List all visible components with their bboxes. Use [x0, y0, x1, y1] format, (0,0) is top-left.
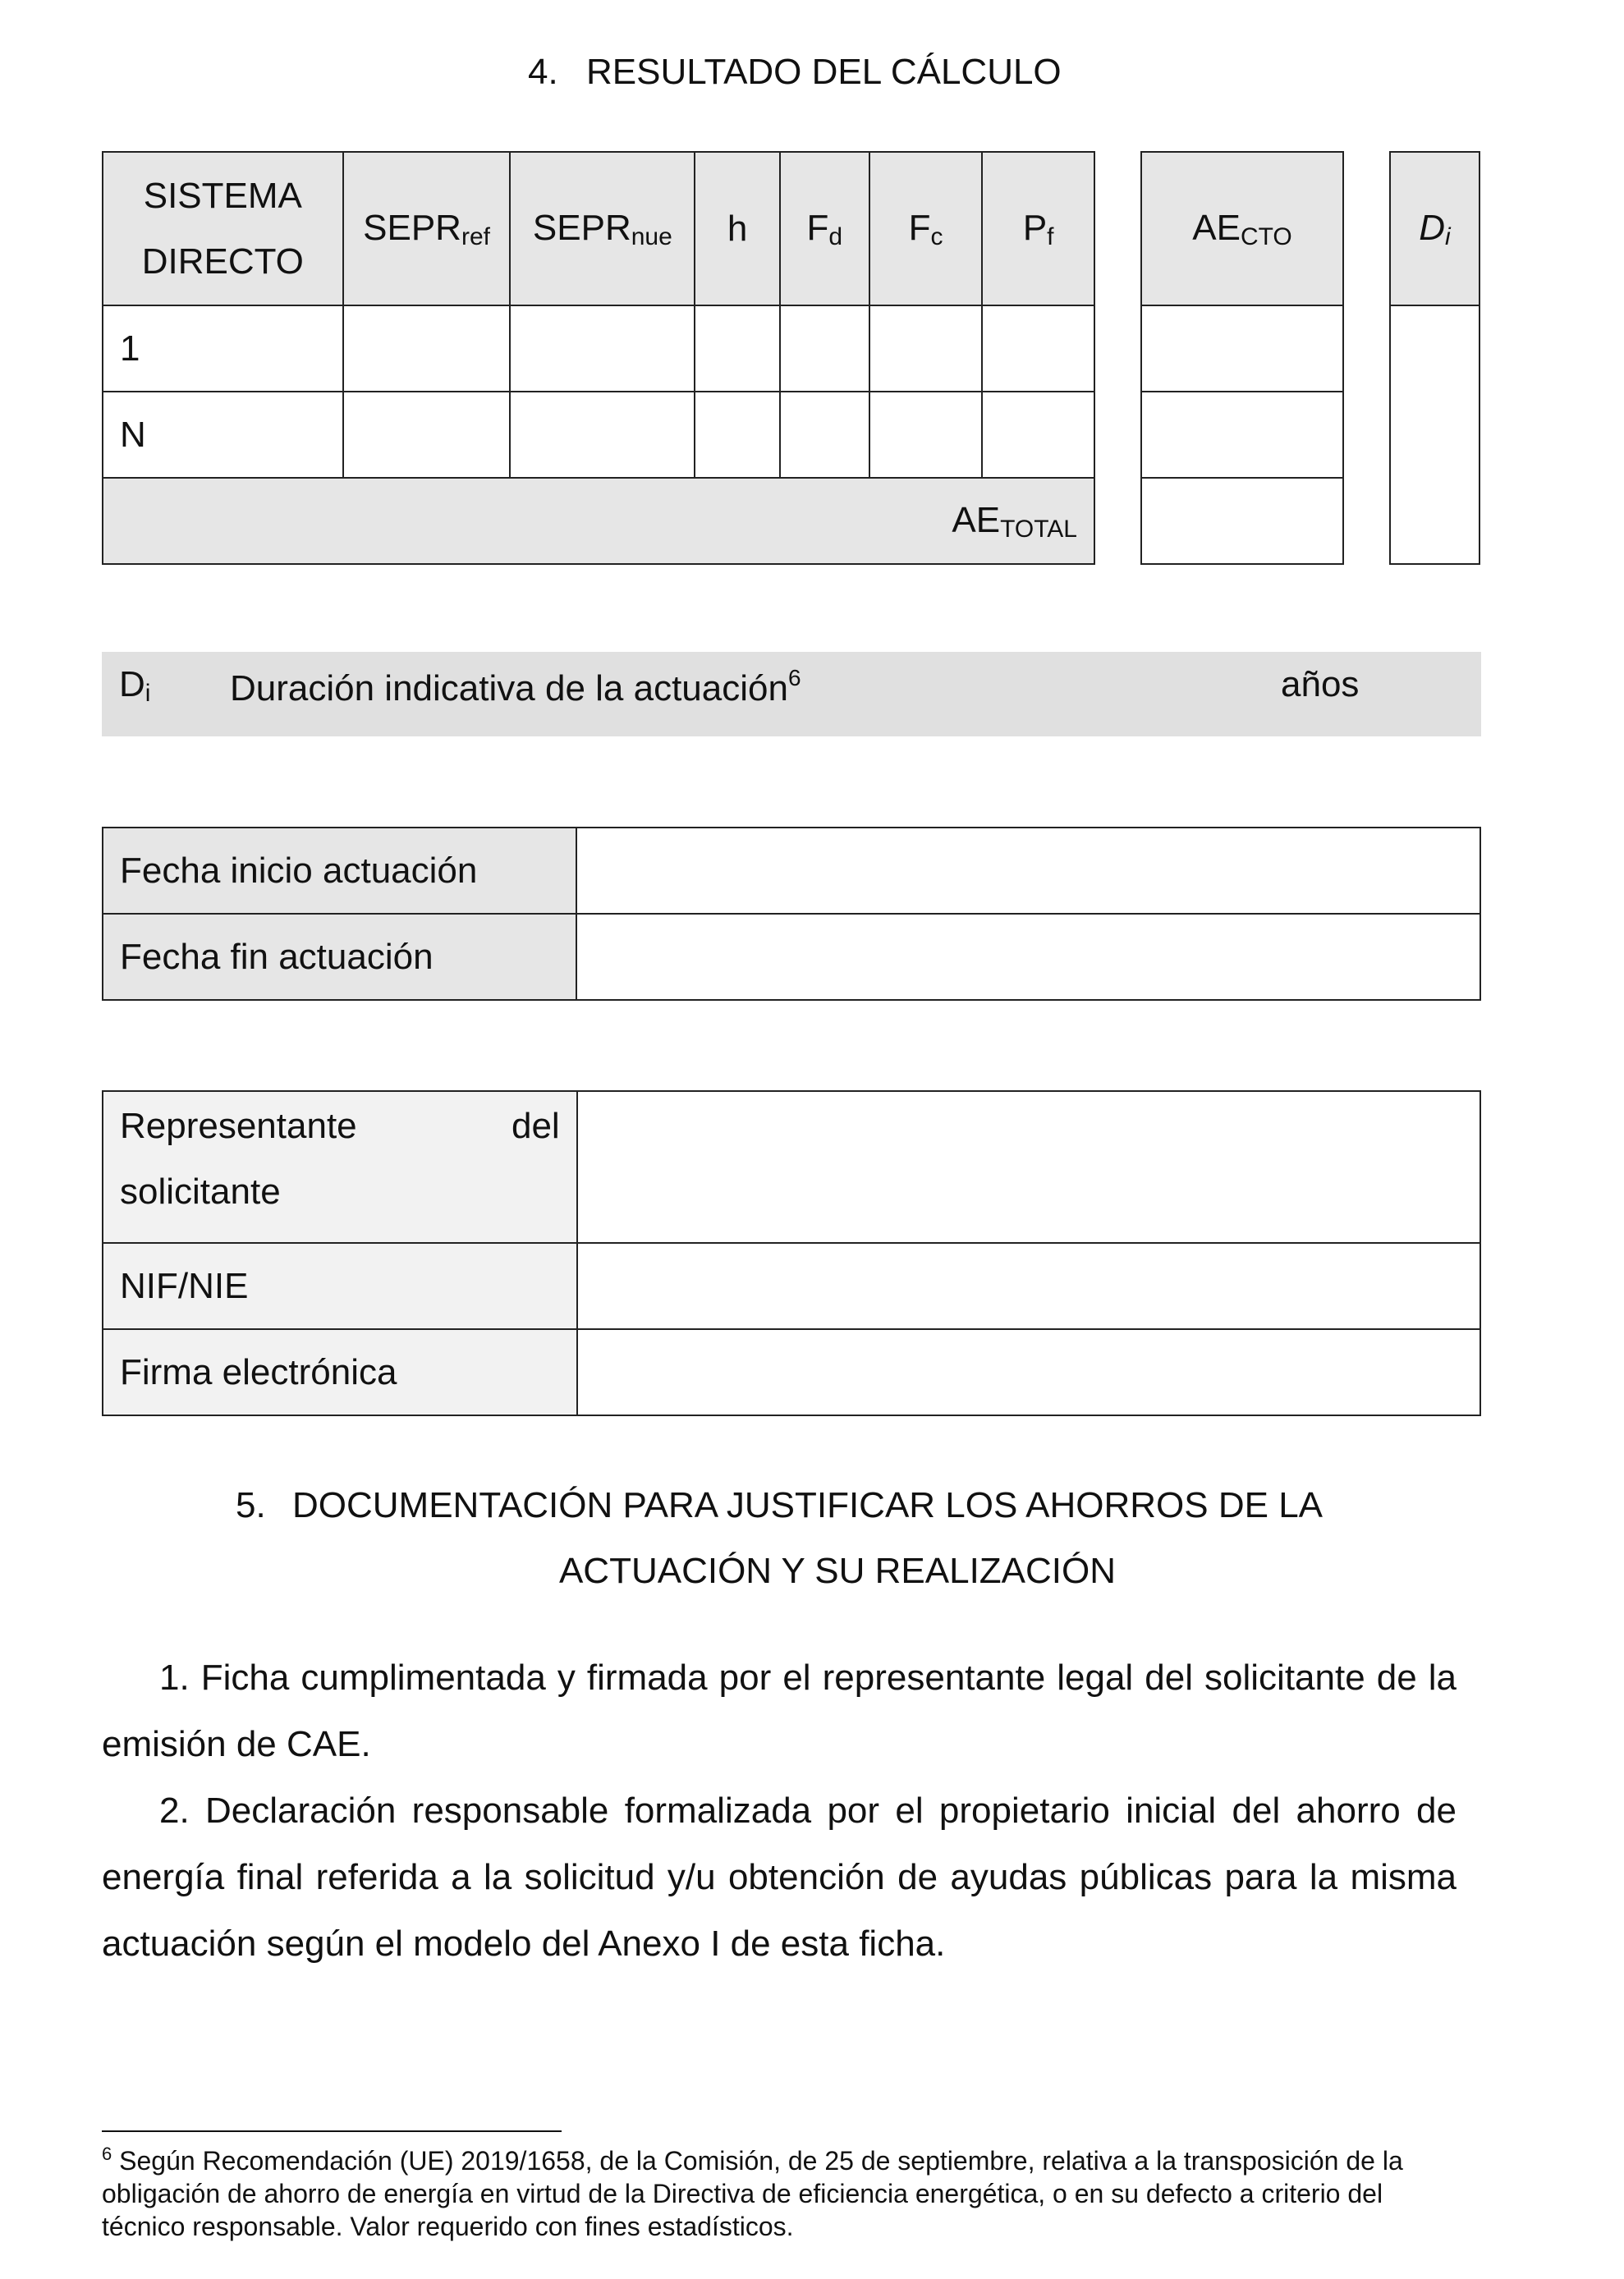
header-sepr-ref [343, 152, 511, 305]
cell-input[interactable] [982, 305, 1094, 392]
header-ae-cto [1141, 152, 1343, 305]
header-h: h [695, 152, 780, 305]
header-fd-text: F [806, 208, 829, 248]
nif-field[interactable] [577, 1243, 1480, 1329]
header-fc-sub: c [930, 223, 943, 250]
cell-input[interactable] [1141, 305, 1343, 392]
section-4-title: RESULTADO DEL CÁLCULO [586, 52, 1062, 92]
header-sepr-nue-sub: nue [631, 223, 672, 250]
section-5-title-line1: DOCUMENTACIÓN PARA JUSTIFICAR LOS AHORROS DE LA [292, 1485, 1324, 1525]
footnote-text: Según Recomendación (UE) 2019/1658, de la Comisión, de 25 de septiembre, relativa a la transposición de la obligación de ahorro de energía en virtud de la Directiva de eficiencia energética, o en su defecto a criterio del técnico responsable. Valor requerido con fines estadísticos. [102, 2146, 1403, 2241]
cell-input[interactable] [780, 392, 869, 478]
duration-symbol-text: D [119, 664, 145, 704]
header-di [1390, 152, 1479, 305]
header-sepr-nue-text: SEPR [532, 208, 631, 248]
end-date-field[interactable] [576, 914, 1480, 1000]
cell-input[interactable] [510, 305, 695, 392]
firma-field[interactable] [577, 1329, 1480, 1415]
table-row [103, 392, 1094, 478]
footnote-ref: 6 [787, 665, 801, 690]
header-sistema-directo [103, 152, 343, 305]
cell-input[interactable] [1141, 392, 1343, 478]
representative-del-word: del [511, 1106, 560, 1146]
header-di-text: D [1419, 208, 1446, 248]
header-fd [780, 152, 869, 305]
cell-input[interactable] [982, 392, 1094, 478]
list-item: 2. Declaración responsable formalizada por el propietario inicial del ahorro de energía final referida a la solicitud y/u obtención de ayudas públicas para la misma actuación según el modelo del Anexo I de esta ficha. [102, 1791, 1457, 1964]
header-ae-cto-sub: CTO [1240, 223, 1292, 250]
table-row [103, 1329, 1480, 1415]
cell-input[interactable] [869, 305, 983, 392]
row-label-n: N [103, 392, 343, 478]
footnote [102, 2144, 1465, 2243]
duration-symbol [119, 664, 151, 707]
list-item: 1. Ficha cumplimentada y firmada por el representante legal del solicitante de la emisión de CAE. [102, 1658, 1457, 1764]
di-table [1389, 151, 1480, 565]
footnote-mark: 6 [102, 2144, 112, 2164]
cell-input[interactable] [1141, 478, 1343, 564]
header-directo-line: DIRECTO [141, 241, 304, 282]
representative-word: Representante [120, 1106, 357, 1146]
representative-field[interactable] [577, 1091, 1480, 1243]
header-fc-text: F [908, 208, 931, 248]
header-fc [869, 152, 983, 305]
cell-input[interactable] [1390, 305, 1479, 564]
header-ae-cto-text: AE [1192, 208, 1241, 248]
duration-symbol-sub: i [145, 680, 151, 707]
duration-unit: años [1281, 664, 1360, 704]
footnote-separator [102, 2130, 562, 2132]
table-row [103, 828, 1480, 914]
header-sepr-nue [510, 152, 695, 305]
header-sepr-ref-sub: ref [461, 223, 490, 250]
ae-total-row [103, 478, 1094, 564]
cell-input[interactable] [343, 392, 511, 478]
table-row [103, 305, 1094, 392]
end-date-label: Fecha fin actuación [103, 914, 576, 1000]
start-date-label: Fecha inicio actuación [103, 828, 576, 914]
table-row [103, 1243, 1480, 1329]
header-fd-sub: d [828, 223, 843, 250]
documentation-list [102, 1644, 1457, 1977]
cell-input[interactable] [510, 392, 695, 478]
representative-solicitante-word: solicitante [120, 1172, 281, 1212]
cell-input[interactable] [695, 392, 780, 478]
cell-input[interactable] [869, 392, 983, 478]
header-sistema-line: SISTEMA [143, 175, 302, 216]
section-4-number: 4. [528, 52, 558, 92]
firma-label: Firma electrónica [103, 1329, 577, 1415]
cell-input[interactable] [695, 305, 780, 392]
start-date-field[interactable] [576, 828, 1480, 914]
cell-input[interactable] [343, 305, 511, 392]
section-5-number: 5. [236, 1485, 266, 1525]
header-sepr-ref-text: SEPR [363, 208, 461, 248]
ae-total-text: AE [952, 500, 1001, 540]
nif-label: NIF/NIE [103, 1243, 577, 1329]
ae-cto-table [1140, 151, 1344, 565]
ae-total-sub: TOTAL [1000, 516, 1077, 543]
representative-label [103, 1091, 577, 1243]
duration-label-text: Duración indicativa de la actuación [230, 668, 788, 708]
section-5-title-line2: ACTUACIÓN Y SU REALIZACIÓN [558, 1551, 1117, 1591]
dates-table [102, 827, 1481, 1001]
row-label-1: 1 [103, 305, 343, 392]
calc-table [102, 151, 1095, 565]
table-row [103, 1091, 1480, 1243]
header-pf-text: P [1022, 208, 1048, 248]
table-row [103, 914, 1480, 1000]
duration-label [230, 667, 801, 707]
header-di-sub: i [1445, 223, 1451, 250]
header-pf-sub: f [1047, 223, 1054, 250]
header-pf [982, 152, 1094, 305]
cell-input[interactable] [780, 305, 869, 392]
signature-table [102, 1090, 1481, 1416]
